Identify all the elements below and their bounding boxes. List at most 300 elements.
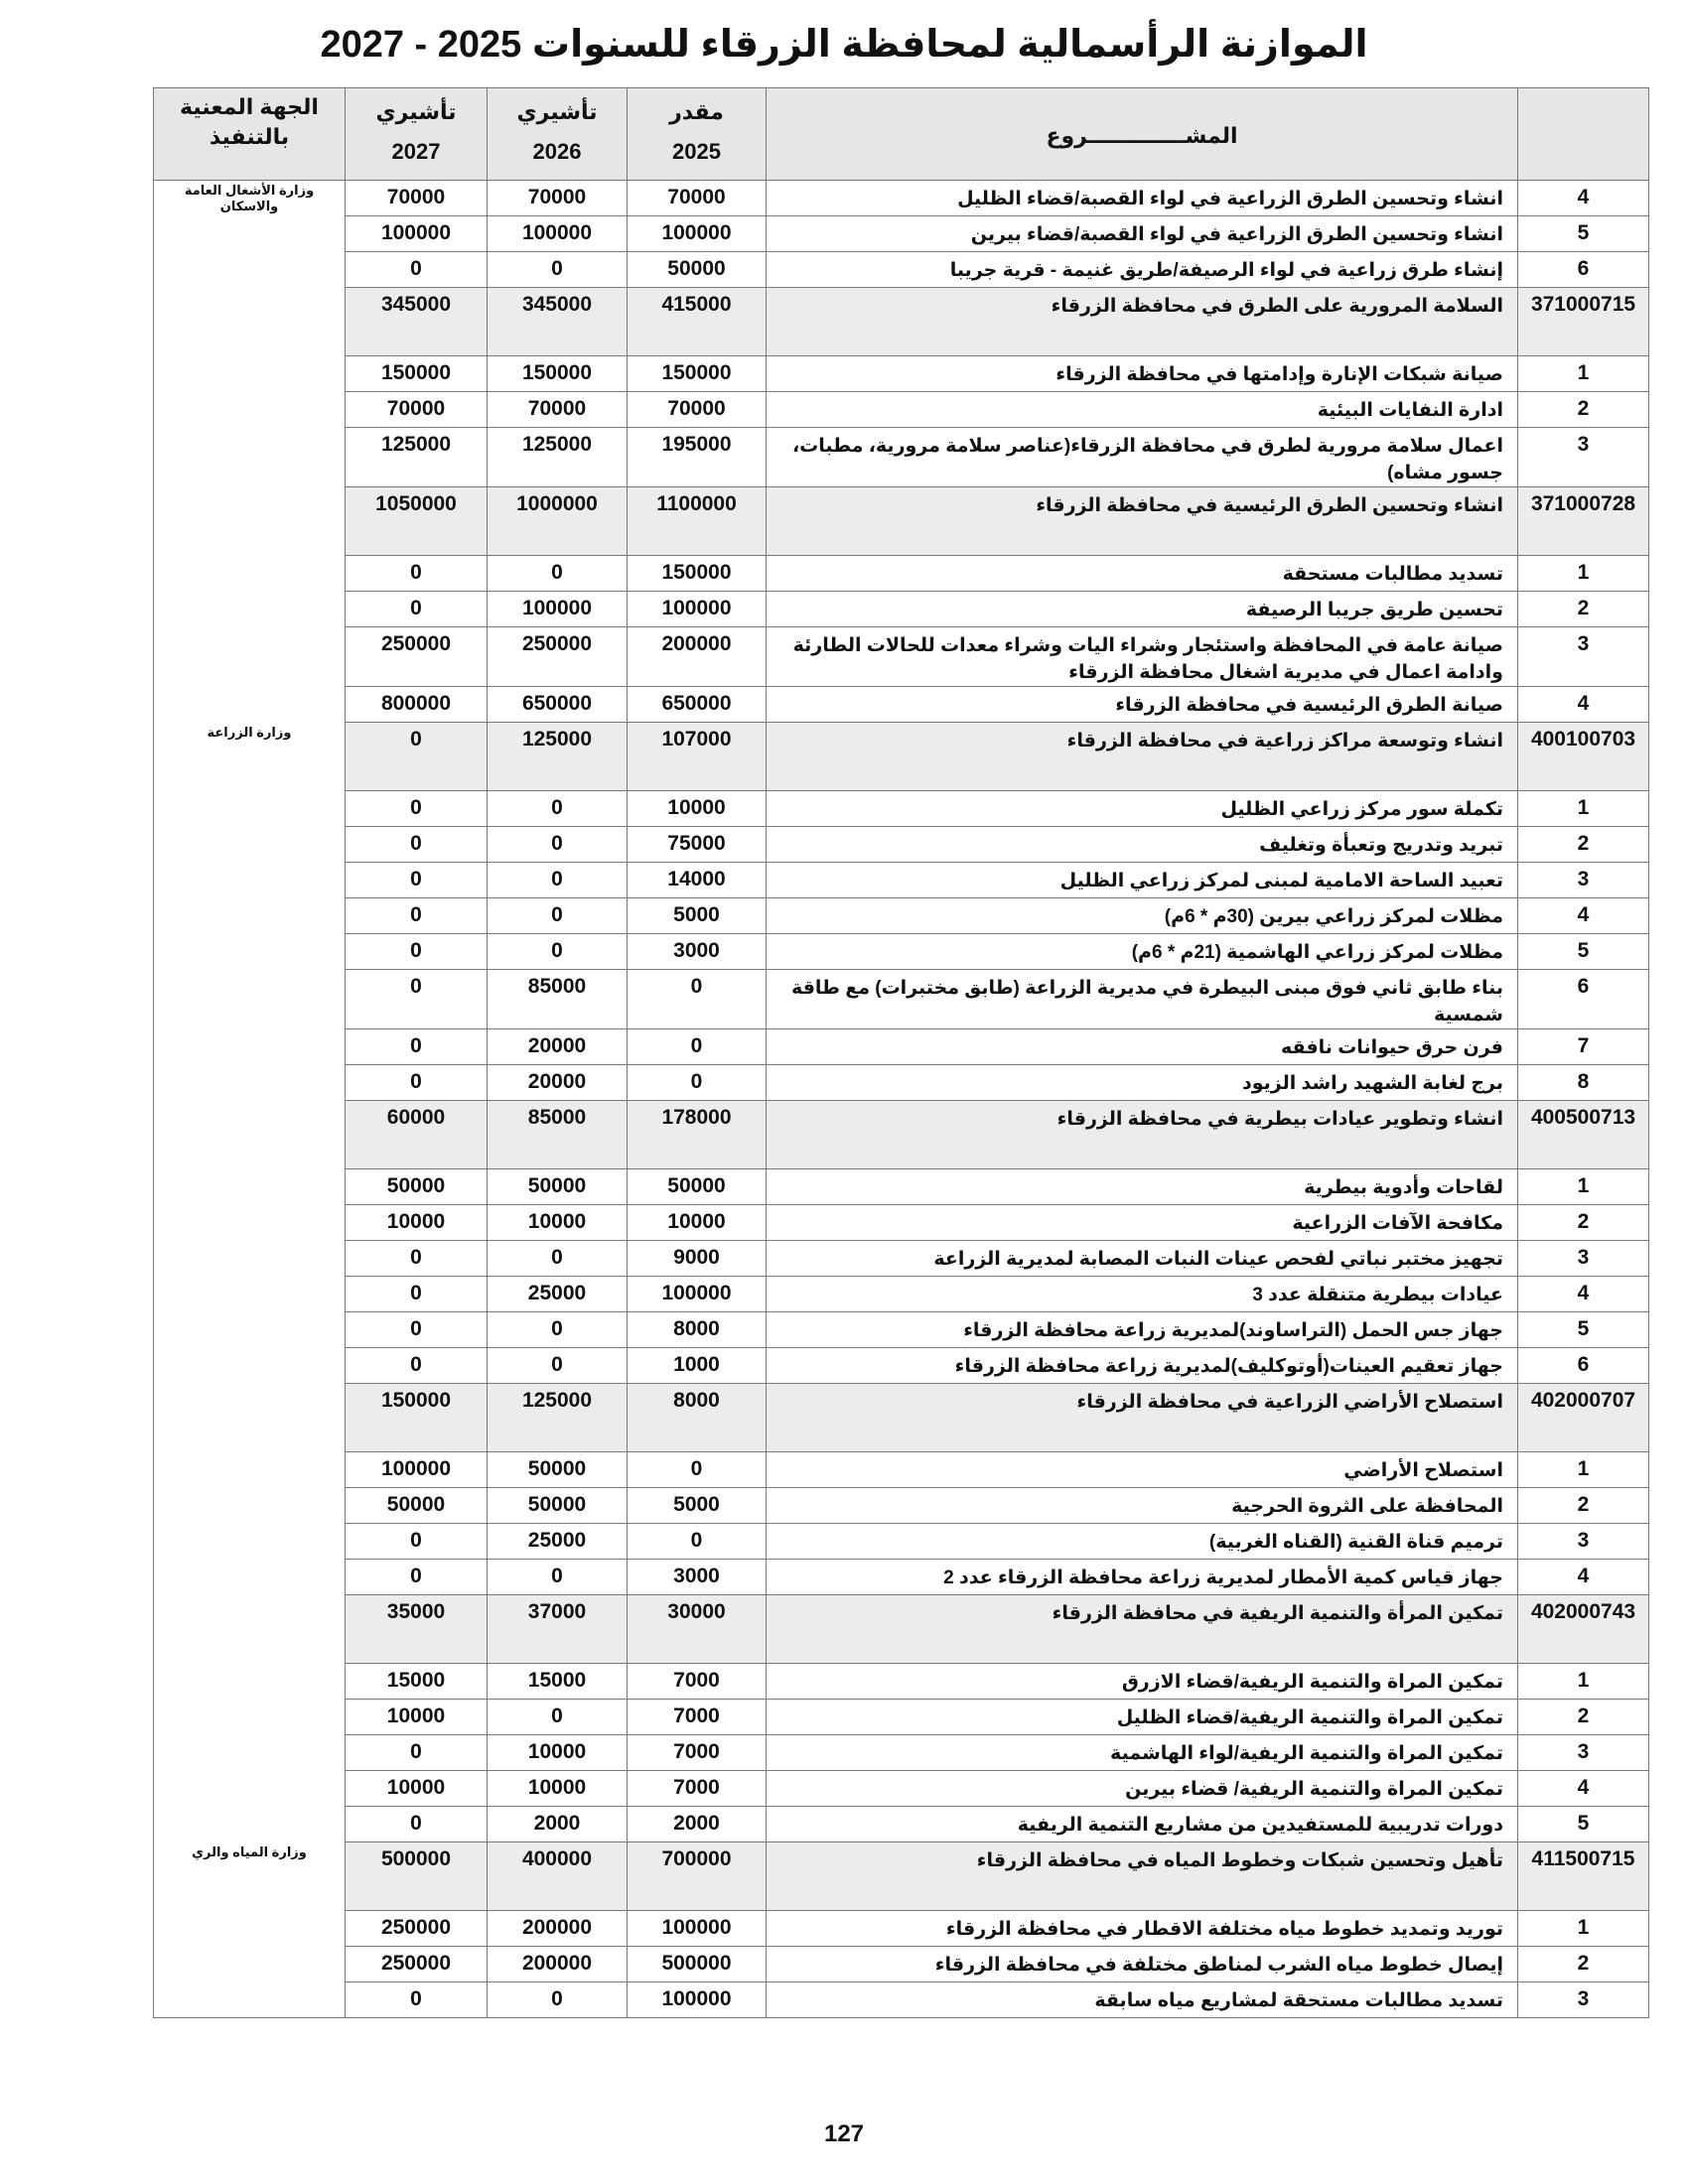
project-description: انشاء وتحسين الطرق الرئيسية في محافظة الزرقاء [767,487,1518,556]
value-2025: 8000 [628,1384,767,1452]
entity-cell: وزارة المياه والري [154,1843,346,1911]
value-2026: 15000 [488,1664,628,1700]
page-number: 127 [823,2120,865,2147]
entity-cell [154,252,346,288]
table-row [154,970,1649,1029]
project-description: ادارة النفايات البيئية [767,392,1518,428]
value-2027: 0 [346,898,488,934]
value-2027: 70000 [346,392,488,428]
item-number: 4 [1518,1771,1649,1807]
value-2026: 50000 [488,1169,628,1205]
item-number: 2 [1518,827,1649,863]
table-row [154,1524,1649,1560]
project-description: تمكين المراة والتنمية الريفية/لواء الهاشمية [767,1735,1518,1771]
value-2025: 500000 [628,1947,767,1982]
project-description: جهاز تعقيم العينات(أوتوكليف)لمديرية زراعة محافظة الزرقاء [767,1348,1518,1384]
table-row [154,1664,1649,1700]
item-number: 3 [1518,428,1649,487]
entity-cell [154,863,346,898]
entity-cell [154,1911,346,1947]
entity-cell [154,1595,346,1664]
value-2026: 125000 [488,428,628,487]
entity-cell: وزارة الأشغال العامة والاسكان [154,181,346,216]
entity-cell [154,827,346,863]
project-group-row [154,723,1649,791]
value-2027: 0 [346,827,488,863]
entity-cell [154,687,346,723]
table-row [154,1348,1649,1384]
project-description: تمكين المرأة والتنمية الريفية في محافظة الزرقاء [767,1595,1518,1664]
value-2025: 0 [628,970,767,1029]
entity-cell [154,1241,346,1277]
header-2026-year: 2026 [532,139,582,164]
value-2026: 345000 [488,288,628,356]
value-2026: 1000000 [488,487,628,556]
project-code: 371000715 [1518,288,1649,356]
entity-cell [154,1560,346,1595]
table-row [154,934,1649,970]
item-number: 5 [1518,1807,1649,1843]
table-row [154,827,1649,863]
value-2026: 125000 [488,1384,628,1452]
project-description: مظلات لمركز زراعي الهاشمية (21م * 6م) [767,934,1518,970]
value-2025: 100000 [628,216,767,252]
value-2027: 250000 [346,627,488,687]
project-description: انشاء وتوسعة مراكز زراعية في محافظة الزرقاء [767,723,1518,791]
item-number: 4 [1518,181,1649,216]
value-2027: 0 [346,592,488,627]
value-2026: 0 [488,252,628,288]
header-2026-label: تأشيري [516,99,598,124]
value-2027: 150000 [346,1384,488,1452]
value-2025: 178000 [628,1101,767,1169]
item-number: 4 [1518,1277,1649,1312]
table-row [154,1029,1649,1065]
entity-cell [154,1771,346,1807]
header-2027-label: تأشيري [375,99,457,124]
value-2025: 650000 [628,687,767,723]
item-number: 1 [1518,791,1649,827]
value-2026: 650000 [488,687,628,723]
value-2025: 107000 [628,723,767,791]
value-2025: 10000 [628,791,767,827]
value-2026: 10000 [488,1205,628,1241]
value-2026: 200000 [488,1947,628,1982]
value-2027: 100000 [346,1452,488,1488]
item-number: 4 [1518,1560,1649,1595]
value-2026: 0 [488,1241,628,1277]
entity-cell [154,1982,346,2018]
value-2026: 70000 [488,392,628,428]
value-2026: 20000 [488,1029,628,1065]
entity-cell [154,627,346,687]
header-2027-year: 2027 [391,139,441,164]
value-2027: 100000 [346,216,488,252]
table-row [154,1735,1649,1771]
project-group-row [154,1595,1649,1664]
item-number: 1 [1518,556,1649,592]
table-row [154,556,1649,592]
table-row [154,687,1649,723]
header-2025-year: 2025 [672,139,721,164]
table-row [154,252,1649,288]
entity-cell: وزارة الزراعة [154,723,346,791]
project-description: ترميم قناة القنية (القناه الغربية) [767,1524,1518,1560]
entity-cell [154,1947,346,1982]
value-2025: 5000 [628,898,767,934]
value-2027: 0 [346,1277,488,1312]
entity-cell [154,428,346,487]
project-code: 402000707 [1518,1384,1649,1452]
entity-cell [154,1664,346,1700]
entity-cell [154,487,346,556]
value-2025: 7000 [628,1664,767,1700]
project-description: فرن حرق حيوانات نافقه [767,1029,1518,1065]
value-2027: 0 [346,934,488,970]
value-2027: 0 [346,252,488,288]
entity-cell [154,1348,346,1384]
entity-cell [154,1029,346,1065]
header-2027 [346,88,488,181]
item-number: 3 [1518,1241,1649,1277]
table-row [154,1241,1649,1277]
value-2026: 50000 [488,1452,628,1488]
value-2025: 3000 [628,1560,767,1595]
entity-cell [154,1735,346,1771]
project-description: اعمال سلامة مرورية لطرق في محافظة الزرقاء(عناصر سلامة مرورية، مطبات، جسور مشاه) [767,428,1518,487]
value-2027: 250000 [346,1911,488,1947]
value-2025: 100000 [628,592,767,627]
entity-cell [154,1700,346,1735]
value-2025: 0 [628,1029,767,1065]
item-number: 2 [1518,1488,1649,1524]
project-description: تسديد مطالبات مستحقة لمشاريع مياه سابقة [767,1982,1518,2018]
table-row [154,428,1649,487]
value-2027: 50000 [346,1488,488,1524]
entity-cell [154,1384,346,1452]
project-description: لقاحات وأدوية بيطرية [767,1169,1518,1205]
value-2026: 0 [488,791,628,827]
table-row [154,863,1649,898]
item-number: 2 [1518,392,1649,428]
value-2026: 100000 [488,216,628,252]
value-2027: 10000 [346,1205,488,1241]
value-2026: 0 [488,556,628,592]
project-description: تمكين المراة والتنمية الريفية/ قضاء بيرين [767,1771,1518,1807]
table-row [154,1065,1649,1101]
entity-cell [154,592,346,627]
project-description: تحسين طريق جريبا الرصيفة [767,592,1518,627]
value-2026: 10000 [488,1771,628,1807]
item-number: 1 [1518,356,1649,392]
table-row [154,1982,1649,2018]
project-description: تأهيل وتحسين شبكات وخطوط المياه في محافظة الزرقاء [767,1843,1518,1911]
value-2027: 0 [346,1312,488,1348]
entity-cell [154,392,346,428]
value-2025: 7000 [628,1700,767,1735]
value-2027: 0 [346,1982,488,2018]
project-code: 371000728 [1518,487,1649,556]
value-2027: 35000 [346,1595,488,1664]
value-2025: 100000 [628,1911,767,1947]
item-number: 1 [1518,1169,1649,1205]
project-description: استصلاح الأراضي الزراعية في محافظة الزرقاء [767,1384,1518,1452]
item-number: 2 [1518,1700,1649,1735]
value-2027: 0 [346,1348,488,1384]
table-row [154,1277,1649,1312]
item-number: 3 [1518,863,1649,898]
table-row [154,392,1649,428]
project-description: إيصال خطوط مياه الشرب لمناطق مختلفة في محافظة الزرقاء [767,1947,1518,1982]
project-description: تمكين المراة والتنمية الريفية/قضاء الازرق [767,1664,1518,1700]
project-description: المحافظة على الثروة الحرجية [767,1488,1518,1524]
item-number: 4 [1518,687,1649,723]
value-2025: 0 [628,1524,767,1560]
project-description: السلامة المرورية على الطرق في محافظة الزرقاء [767,288,1518,356]
value-2027: 0 [346,970,488,1029]
value-2027: 0 [346,1029,488,1065]
project-description: استصلاح الأراضي [767,1452,1518,1488]
project-description: تجهيز مختبر نباتي لفحص عينات النبات المصابة لمديرية الزراعة [767,1241,1518,1277]
header-2025 [628,88,767,181]
table-row [154,216,1649,252]
item-number: 3 [1518,1735,1649,1771]
entity-cell [154,791,346,827]
project-description: جهاز قياس كمية الأمطار لمديرية زراعة محافظة الزرقاء عدد 2 [767,1560,1518,1595]
value-2027: 345000 [346,288,488,356]
value-2026: 85000 [488,1101,628,1169]
entity-cell [154,356,346,392]
value-2025: 14000 [628,863,767,898]
item-number: 3 [1518,627,1649,687]
value-2027: 10000 [346,1771,488,1807]
table-row [154,791,1649,827]
entity-cell [154,1312,346,1348]
table-row [154,1205,1649,1241]
value-2025: 3000 [628,934,767,970]
value-2027: 1050000 [346,487,488,556]
value-2027: 0 [346,791,488,827]
project-description: تسديد مطالبات مستحقة [767,556,1518,592]
value-2027: 10000 [346,1700,488,1735]
entity-cell [154,216,346,252]
value-2026: 0 [488,1312,628,1348]
value-2026: 400000 [488,1843,628,1911]
value-2027: 0 [346,1524,488,1560]
value-2025: 150000 [628,556,767,592]
value-2026: 0 [488,1982,628,2018]
project-description: إنشاء طرق زراعية في لواء الرصيفة/طريق غنيمة - قرية جريبا [767,252,1518,288]
header-2025-label: مقدر [669,99,724,124]
project-description: تكملة سور مركز زراعي الظليل [767,791,1518,827]
value-2025: 100000 [628,1277,767,1312]
value-2025: 1000 [628,1348,767,1384]
entity-cell [154,1524,346,1560]
value-2026: 25000 [488,1277,628,1312]
header-project: المشـــــــــــــروع [767,88,1518,181]
item-number: 4 [1518,898,1649,934]
entity-cell [154,1065,346,1101]
entity-cell [154,1205,346,1241]
table-row [154,1312,1649,1348]
value-2027: 0 [346,1065,488,1101]
value-2025: 0 [628,1065,767,1101]
project-description: تعبيد الساحة الامامية لمبنى لمركز زراعي الظليل [767,863,1518,898]
entity-cell [154,970,346,1029]
value-2026: 70000 [488,181,628,216]
value-2026: 150000 [488,356,628,392]
table-header-row [154,88,1649,181]
project-description: صيانة الطرق الرئيسية في محافظة الزرقاء [767,687,1518,723]
project-description: تمكين المراة والتنمية الريفية/قضاء الظليل [767,1700,1518,1735]
project-group-row [154,1843,1649,1911]
item-number: 3 [1518,1982,1649,2018]
value-2026: 50000 [488,1488,628,1524]
value-2025: 150000 [628,356,767,392]
project-group-row [154,288,1649,356]
value-2025: 7000 [628,1735,767,1771]
item-number: 6 [1518,970,1649,1029]
project-group-row [154,1101,1649,1169]
value-2025: 5000 [628,1488,767,1524]
table-row [154,627,1649,687]
project-description: صيانة عامة في المحافظة واستئجار وشراء اليات وشراء معدات للحالات الطارئة وادامة اعمال في مديرية اشغال محافظة الزرقاء [767,627,1518,687]
value-2027: 0 [346,556,488,592]
item-number: 1 [1518,1452,1649,1488]
value-2025: 70000 [628,392,767,428]
project-description: توريد وتمديد خطوط مياه مختلفة الاقطار في محافظة الزرقاء [767,1911,1518,1947]
value-2026: 20000 [488,1065,628,1101]
value-2025: 9000 [628,1241,767,1277]
value-2025: 700000 [628,1843,767,1911]
project-code: 402000743 [1518,1595,1649,1664]
value-2025: 100000 [628,1982,767,2018]
value-2026: 0 [488,863,628,898]
project-description: مكافحة الآفات الزراعية [767,1205,1518,1241]
value-2025: 7000 [628,1771,767,1807]
table-row [154,1169,1649,1205]
value-2026: 0 [488,934,628,970]
value-2027: 500000 [346,1843,488,1911]
page-title: الموازنة الرأسمالية لمحافظة الزرقاء للسنوات 2025 - 2027 [320,24,1368,66]
project-description: انشاء وتطوير عيادات بيطرية في محافظة الزرقاء [767,1101,1518,1169]
value-2025: 70000 [628,181,767,216]
table-body [154,181,1649,2018]
value-2027: 15000 [346,1664,488,1700]
value-2027: 250000 [346,1947,488,1982]
value-2025: 50000 [628,252,767,288]
value-2026: 2000 [488,1807,628,1843]
item-number: 5 [1518,216,1649,252]
value-2027: 0 [346,1241,488,1277]
item-number: 2 [1518,592,1649,627]
project-description: دورات تدريبية للمستفيدين من مشاريع التنمية الريفية [767,1807,1518,1843]
value-2027: 0 [346,1560,488,1595]
table-row [154,1488,1649,1524]
entity-cell [154,556,346,592]
table-row [154,1771,1649,1807]
project-description: عيادات بيطرية متنقلة عدد 3 [767,1277,1518,1312]
table-row [154,592,1649,627]
project-description: انشاء وتحسين الطرق الزراعية في لواء القصبة/قضاء بيرين [767,216,1518,252]
value-2027: 125000 [346,428,488,487]
entity-cell [154,934,346,970]
project-group-row [154,487,1649,556]
project-code: 400500713 [1518,1101,1649,1169]
item-number: 5 [1518,934,1649,970]
value-2026: 25000 [488,1524,628,1560]
entity-cell [154,1488,346,1524]
value-2027: 0 [346,863,488,898]
item-number: 8 [1518,1065,1649,1101]
entity-cell [154,1807,346,1843]
table-row [154,1807,1649,1843]
value-2026: 0 [488,1700,628,1735]
item-number: 1 [1518,1664,1649,1700]
value-2026: 100000 [488,592,628,627]
project-code: 411500715 [1518,1843,1649,1911]
value-2026: 125000 [488,723,628,791]
value-2025: 8000 [628,1312,767,1348]
entity-cell [154,1277,346,1312]
value-2026: 85000 [488,970,628,1029]
header-entity [154,88,346,181]
table-row [154,1700,1649,1735]
value-2025: 195000 [628,428,767,487]
entity-cell [154,288,346,356]
entity-cell [154,1452,346,1488]
project-description: جهاز جس الحمل (التراساوند)لمديرية زراعة محافظة الزرقاء [767,1312,1518,1348]
table-row [154,356,1649,392]
value-2026: 0 [488,1560,628,1595]
item-number: 6 [1518,1348,1649,1384]
item-number: 7 [1518,1029,1649,1065]
value-2026: 250000 [488,627,628,687]
item-number: 6 [1518,252,1649,288]
value-2026: 200000 [488,1911,628,1947]
project-description: برج لغابة الشهيد راشد الزيود [767,1065,1518,1101]
project-description: صيانة شبكات الإنارة وإدامتها في محافظة الزرقاء [767,356,1518,392]
table-row [154,1452,1649,1488]
value-2026: 0 [488,898,628,934]
header-code [1518,88,1649,181]
entity-cell [154,898,346,934]
value-2025: 75000 [628,827,767,863]
budget-table [153,87,1649,2018]
value-2025: 0 [628,1452,767,1488]
value-2025: 415000 [628,288,767,356]
value-2025: 1100000 [628,487,767,556]
value-2027: 0 [346,723,488,791]
value-2025: 30000 [628,1595,767,1664]
value-2025: 200000 [628,627,767,687]
item-number: 3 [1518,1524,1649,1560]
value-2027: 800000 [346,687,488,723]
value-2026: 0 [488,827,628,863]
item-number: 2 [1518,1947,1649,1982]
item-number: 1 [1518,1911,1649,1947]
value-2026: 10000 [488,1735,628,1771]
project-group-row [154,1384,1649,1452]
table-row [154,181,1649,216]
project-description: مظلات لمركز زراعي بيرين (30م * 6م) [767,898,1518,934]
value-2026: 0 [488,1348,628,1384]
project-description: انشاء وتحسين الطرق الزراعية في لواء القصبة/قضاء الظليل [767,181,1518,216]
value-2027: 0 [346,1807,488,1843]
table-row [154,1560,1649,1595]
value-2025: 10000 [628,1205,767,1241]
table-row [154,1947,1649,1982]
